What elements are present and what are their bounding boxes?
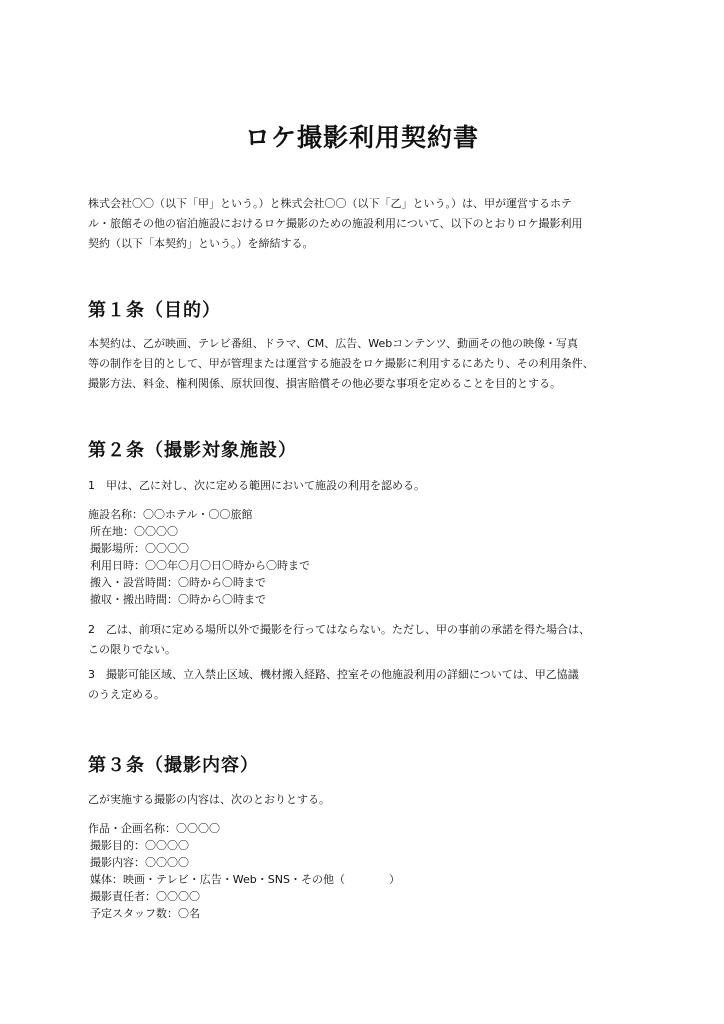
list-item: 撮影目的：〇〇〇〇 [90,839,189,852]
list-item: 所在地：〇〇〇〇 [90,525,178,538]
list-item: 作品・企画名称：〇〇〇〇 [88,822,220,835]
list-item: 撮影場所：〇〇〇〇 [90,542,189,555]
shooting-details-list [90,820,650,922]
list-item: 予定スタッフ数：〇名 [90,907,200,920]
article1-body [88,334,648,394]
article3-p1-line: 乙が実施する撮影の内容は、次のとおりとする。 [88,793,330,806]
article2-p3-line: のうえ定める。 [88,688,165,701]
article2-p2-line: 2 乙は、前項に定める場所以外で撮影を行ってはならない。ただし、甲の事前の承諾を得た場合は、 [88,623,590,636]
article2-p3-line: 3 撮影可能区域、立入禁止区域、機材搬入経路、控室その他施設利用の詳細については、甲乙協議 [88,668,579,681]
article3-paragraph-1 [88,790,648,810]
article1-line: 撮影方法、料金、権利関係、原状回復、損害賠償その他必要な事項を定めることを目的とする。 [88,377,561,390]
article1-line: 等の制作を目的として、甲が管理または運営する施設をロケ撮影に利用するにあたり、その利用条件、 [88,357,594,370]
intro-paragraph [88,194,648,254]
list-item: 搬入・設営時間：〇時から〇時まで [90,576,266,589]
list-item: 施設名称：〇〇ホテル・〇〇旅館 [88,508,253,521]
document-title: ロケ撮影利用契約書 [244,123,479,152]
facility-details-list [90,506,650,608]
intro-line: ル・旅館その他の宿泊施設におけるロケ撮影のための施設利用について、以下のとおりロケ撮影利用 [88,217,583,230]
list-item: 撮影内容：〇〇〇〇 [90,856,189,869]
intro-line: 契約（以下「本契約」という。）を締結する。 [88,237,314,250]
article2-heading: 第２条（撮影対象施設） [88,440,297,461]
article2-p1-line: 1 甲は、乙に対し、次に定める範囲において施設の利用を認める。 [88,479,425,492]
article2-p2-line: この限りでない。 [88,643,176,656]
article1-line: 本契約は、乙が映画、テレビ番組、ドラマ、CM、広告、Webコンテンツ、動画その他の映像・写真 [88,337,578,350]
article2-paragraph-2 [88,620,648,660]
list-item: 媒体：映画・テレビ・広告・Web・SNS・その他（ ） [90,873,400,886]
article3-heading: 第３条（撮影内容） [88,755,259,776]
list-item: 撮影責任者：〇〇〇〇 [90,890,200,903]
list-item: 利用日時：〇〇年〇月〇日〇時から〇時まで [90,559,310,572]
article2-paragraph-3 [88,665,648,705]
intro-line: 株式会社〇〇（以下「甲」という。）と株式会社〇〇（以下「乙」という。）は、甲が運営するホテ [88,197,572,210]
article1-heading: 第１条（目的） [88,300,221,321]
list-item: 撤収・搬出時間：〇時から〇時まで [90,593,266,606]
article2-paragraph-1 [88,476,648,496]
